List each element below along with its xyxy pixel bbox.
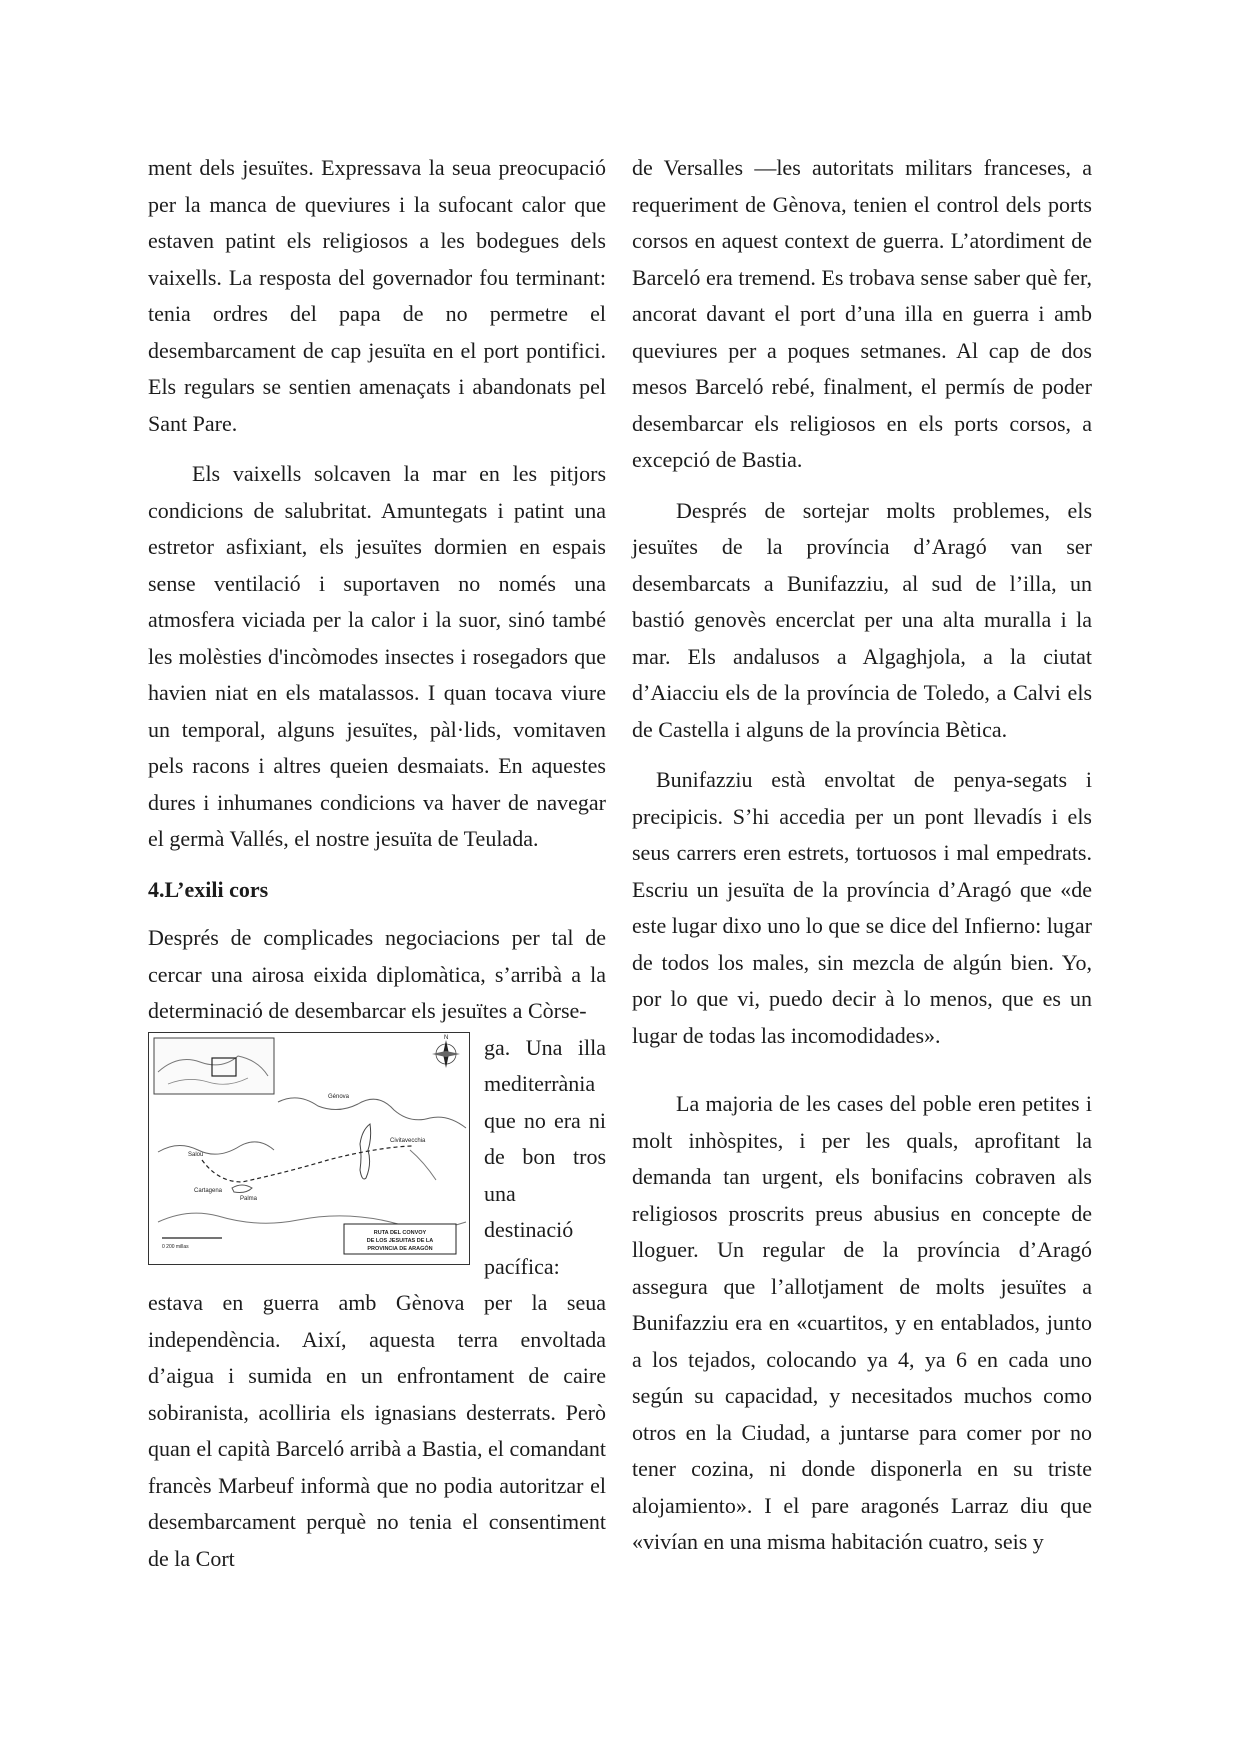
legend-line-3: PROVINCIA DE ARAGÓN (367, 1245, 433, 1252)
inset-map (154, 1038, 274, 1094)
left-paragraph-2: Els vaixells solcaven la mar en les pitjors condicions de salubritat. Amuntegats i patint una estretor asfixiant, els jesuïtes dormien en espais sense ventilació i suportaven no només una atmosfera viciada per la calor i la suor, sinó també les molèsties d'incòmodes insectes i rosegadors que havien niat en els matalassos. I quan tocava viure un temporal, alguns jesuïtes, pàl·lids, vomitaven pels racons i altres queien desmaiats. En aquestes dures i inhumanes condicions va haver de navegar el germà Vallés, el nostre jesuïta de Teulada. (148, 461, 606, 851)
left-column (148, 150, 606, 1577)
label-salou: Salou (188, 1151, 204, 1158)
label-genova: Génova (328, 1093, 350, 1100)
legend-line-1: RUTA DEL CONVOY (373, 1229, 427, 1236)
right-paragraph-2: Després de sortejar molts problemes, els jesuïtes de la província d’Aragó van ser desembarcats a Bunifazziu, al sud de l’illa, un bastió genovès encerclat per una alta muralla i la mar. Els andalusos a Algaghjola, a la ciutat d’Aiacciu els de la província de Toledo, a Calvi els de Castella i alguns de la província Bètica. (632, 497, 1092, 742)
left-paragraph-3-wrap: ga. Una illa mediterrània que no era ni de bon tros una destinació pacífica: estava en guerra amb Gènova per la seua independència. Així, aquesta terra envoltada d’aigua i sumida en un enfrontament de caire sobiranista, acolliria els ignasians desterrats. Però quan el capità Barceló arribà a Bastia, el comandant francès Marbeuf informà que no podia autoritzar el desembarcament perquè no tenia el consentiment de la Cort (148, 1034, 606, 1571)
legend-line-2: DE LOS JESUITAS DE LA (366, 1237, 434, 1244)
route-map-figure (148, 1032, 470, 1265)
label-cartagena: Cartagena (194, 1187, 223, 1194)
route-map (148, 1032, 470, 1265)
section-heading: 4.L’exili cors (148, 876, 269, 902)
label-civitavecchia: Civitavecchia (390, 1137, 426, 1144)
compass-letter: N (444, 1034, 449, 1041)
label-palma: Palma (240, 1195, 258, 1202)
right-paragraph-4: La majoria de les cases del poble eren petites i molt inhòspites, i per les quals, aprofitant la demanda tan urgent, els bonifacins cobraven als religiosos proscrits preus abusius en concepte de lloguer. Un regular de la província d’Aragó assegura que l’allotjament de molts jesuïtes a Bunifazziu era en «cuartitos, y en entablados, junto a los tejados, colocando ya 4, ya 6 en cada uno según su capacidad, y necesitados muchos como otros en la Ciudad, a juntarse para comer por no tener cozina, ni donde disponerla en su triste alojamiento». I el pare aragonés Larraz diu que «vivían en una misma habitación cuatro, seis y (632, 1091, 1092, 1554)
scale-label: 0 200 millas (162, 1243, 189, 1250)
right-column (632, 150, 1092, 1561)
left-paragraph-1: ment dels jesuïtes. Expressava la seua preocupació per la manca de queviures i la sufocant calor que estaven patint els religiosos a les bodegues dels vaixells. La resposta del governador fou terminant: tenia ordres del papa de no permetre el desembarcament de cap jesuïta en el port pontifici. Els regulars se sentien amenaçats i abandonats pel Sant Pare. (148, 155, 606, 436)
right-paragraph-1: de Versalles —les autoritats militars franceses, a requeriment de Gènova, tenien el control dels ports corsos en aquest context de guerra. L’atordiment de Barceló era tremend. Es trobava sense saber què fer, ancorat davant el port d’una illa en guerra i amb queviures per a poques setmanes. Al cap de dos mesos Barceló rebé, finalment, el permís de poder desembarcar els religiosos en els ports corsos, a excepció de Bastia. (632, 155, 1092, 472)
right-paragraph-3: Bunifazziu està envoltat de penya-segats i precipicis. S’hi accedia per un pont llevadís i els seus carrers eren estrets, tortuosos i mal empedrats. Escriu un jesuïta de la província d’Aragó que «de este lugar dixo uno lo que se dice del Infierno: lugar de todos los males, sin mezcla de algún bien. Yo, por lo que vi, puedo decir à lo menos, que es un lugar de todas las incomodidades». (632, 767, 1092, 1048)
left-paragraph-3-start: Després de complicades negociacions per tal de cercar una airosa eixida diplomàtica, s’arribà a la determinació de desembarcar els jesuïtes a Còrse- (148, 925, 606, 1023)
